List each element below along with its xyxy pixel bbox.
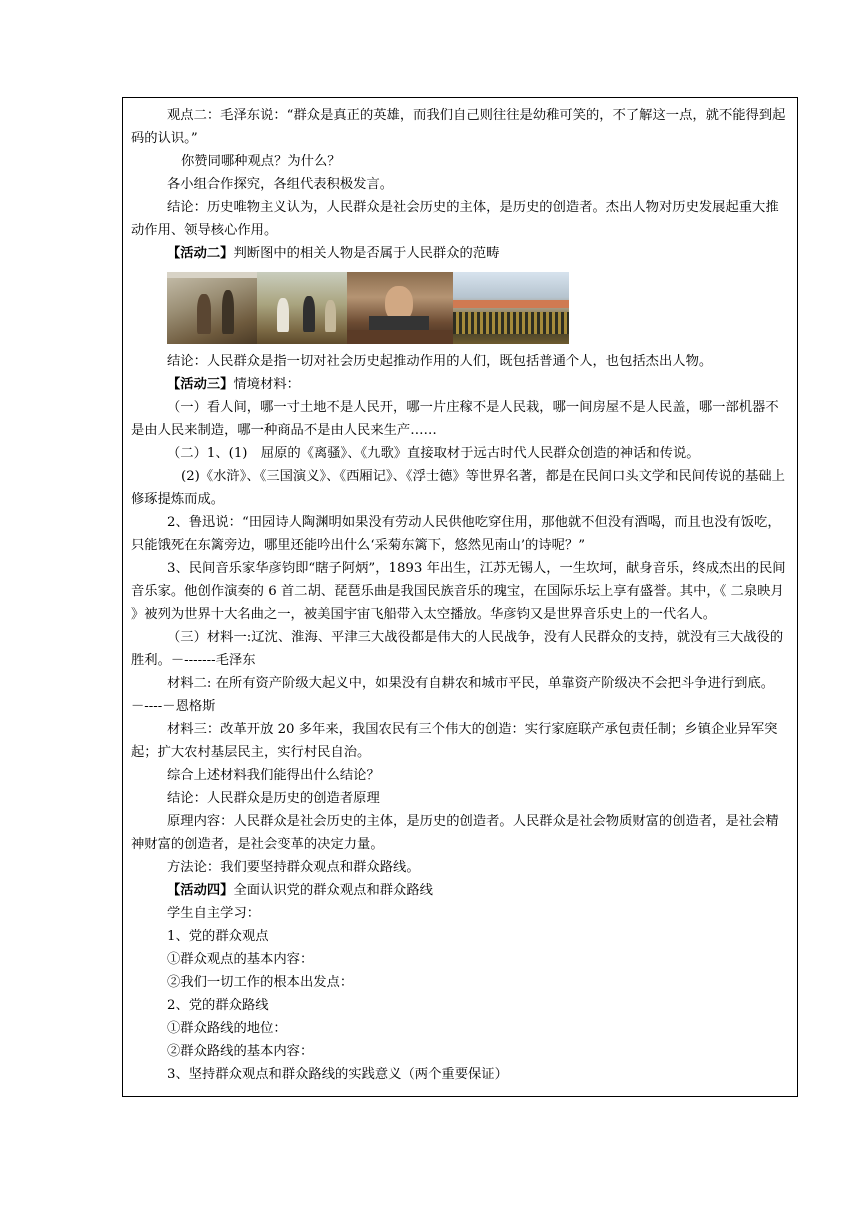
photo-crowd (453, 272, 569, 344)
activity-two-text: 判断图中的相关人物是否属于人民群众的范畴 (233, 246, 500, 261)
material-two-a: （二）1、(1) 屈原的《离骚》、《九歌》直接取材于远古时代人民群众创造的神话和传说。 (167, 446, 700, 461)
activity-four-heading (131, 879, 791, 902)
viewpoint-two: 观点二：毛泽东说：“群众是真正的英雄，而我们自己则往往是幼稚可笑的，不了解这一点，就不能得到起码的认识。” (131, 108, 786, 146)
material-two-b: (2)《水浒》、《三国演义》、《西厢记》、《浮士德》等世界名著，都是在民间口头文学和民间传说的基础上修琢提炼而成。 (131, 469, 785, 507)
activity-two-tag: 【活动二】 (167, 246, 234, 261)
photo-strip (167, 272, 791, 344)
mass-line-content: ②群众路线的基本内容： (167, 1044, 314, 1059)
conclusion-three: 结论：人民群众是历史的创造者原理 (167, 791, 380, 806)
photo-workers (167, 272, 257, 344)
material-three-one: （三）材料一:辽沈、淮海、平津三大战役都是伟大的人民战争，没有人民群众的支持，就没有三大战役的胜利。－-------毛泽东 (131, 630, 784, 668)
material-one: （一）看人间，哪一寸土地不是人民开，哪一片庄稼不是人民栽，哪一间房屋不是人民盖，哪一部机器不是由人民来制造，哪一种商品不是由人民来生产…… (131, 400, 779, 438)
practical-significance: 3、坚持群众观点和群众路线的实践意义（两个重要保证） (167, 1067, 508, 1082)
activity-four-text: 全面认识党的群众观点和群众路线 (233, 883, 433, 898)
activity-two-heading (131, 242, 791, 265)
material-three-three: 材料三：改革开放 20 多年来，我国农民有三个伟大的创造：实行家庭联产承包责任制；乡镇企业异军突起；扩大农村基层民主，实行村民自治。 (131, 722, 778, 760)
lesson-content (131, 104, 791, 1086)
conclusion-two: 结论：人民群众是指一切对社会历史起推动作用的人们，既包括普通个人，也包括杰出人物。 (167, 354, 713, 369)
activity-three-tag: 【活动三】 (167, 377, 234, 392)
material-three-two: 材料二: 在所有资产阶级大起义中，如果没有自耕农和城市平民，单靠资产阶级决不会把斗争进行到底。－----－恩格斯 (131, 676, 775, 714)
a-bing-story: 3、民间音乐家华彦钧即“瞎子阿炳”，1893 年出生，江苏无锡人，一生坎坷，献身音乐，终成杰出的民间音乐家。他创作演奏的 6 首二胡、琵琶乐曲是我国民族音乐的瑰宝，在国际乐坛上享有盛誉。其中，《 二泉映月 》被列为世界十大名曲之一，被美国宇宙飞船带入太空播放。华彦钧又是世界音乐史上的一代名人。 (131, 561, 786, 622)
mass-viewpoint: 1、党的群众观点 (167, 929, 269, 944)
starting-point: ②我们一切工作的根本出发点： (167, 975, 354, 990)
self-study: 学生自主学习： (167, 906, 261, 921)
conclusion-one: 结论：历史唯物主义认为，人民群众是社会历史的主体，是历史的创造者。杰出人物对历史发展起重大推动作用、领导核心作用。 (131, 200, 779, 238)
activity-three-heading (131, 373, 791, 396)
photo-leader-at-desk (347, 272, 453, 344)
mass-line-status: ①群众路线的地位： (167, 1021, 287, 1036)
photo-farmers (257, 272, 347, 344)
group-instruction: 各小组合作探究，各组代表积极发言。 (167, 177, 394, 192)
mass-viewpoint-content: ①群众观点的基本内容： (167, 952, 314, 967)
lu-xun-quote: 2、鲁迅说：“田园诗人陶渊明如果没有劳动人民供他吃穿住用，那他就不但没有酒喝，而且也没有饭吃，只能饿死在东篱旁边，哪里还能吟出什么‘采菊东篱下，悠然见南山’的诗呢？” (131, 515, 781, 553)
methodology: 方法论：我们要坚持群众观点和群众路线。 (167, 860, 420, 875)
question: 你赞同哪种观点？为什么？ (181, 154, 341, 169)
principle-content: 原理内容：人民群众是社会历史的主体，是历史的创造者。人民群众是社会物质财富的创造者，是社会精神财富的创造者，是社会变革的决定力量。 (131, 814, 779, 852)
lesson-table-cell (122, 97, 798, 1097)
summary-question: 综合上述材料我们能得出什么结论？ (167, 768, 380, 783)
activity-four-tag: 【活动四】 (167, 883, 234, 898)
mass-line: 2、党的群众路线 (167, 998, 269, 1013)
activity-three-text: 情境材料： (233, 377, 300, 392)
